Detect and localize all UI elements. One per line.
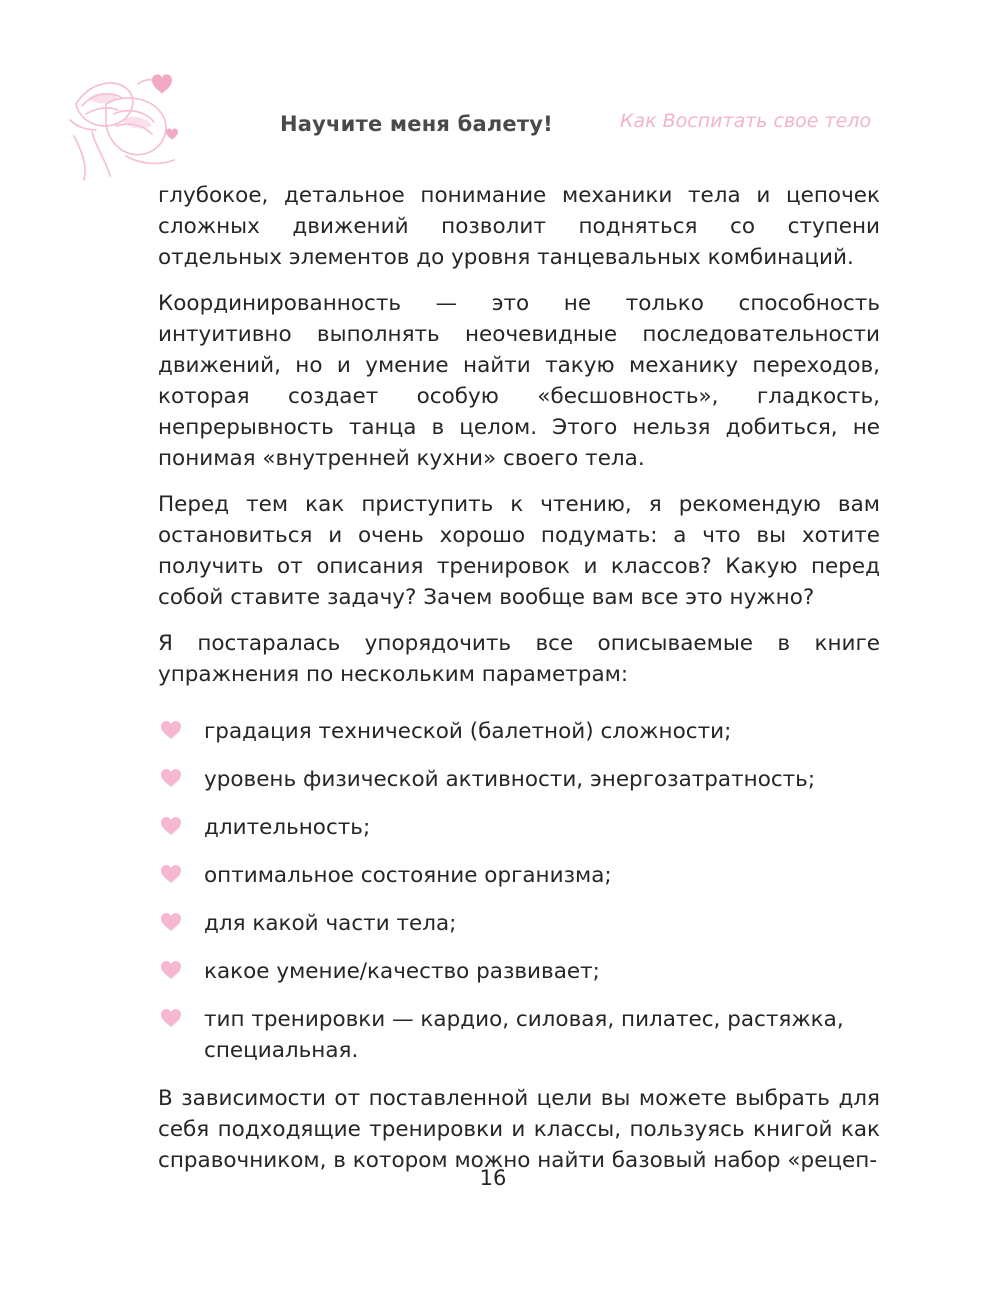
page-number: 16 (479, 1166, 507, 1190)
heart-icon (160, 768, 182, 788)
paragraph: Перед тем как приступить к чтению, я рекомендую вам остановиться и очень хорошо подумать: а что вы хотите получить от описания тренировок и классов? Какую перед собой ставите задачу? Зачем вообще вам все это нужно? (158, 492, 880, 610)
list-item (158, 908, 880, 939)
list-item (158, 1004, 880, 1066)
list-item (158, 716, 880, 747)
list-item-text: для какой части тела; (204, 911, 457, 936)
running-header-subtitle: Как Воспитать свое тело (620, 110, 872, 132)
heart-icon (160, 864, 182, 884)
running-header-title: Научите меня балету! (280, 112, 553, 136)
heart-icon (160, 960, 182, 980)
list-item (158, 812, 880, 843)
heart-icon (160, 816, 182, 836)
parameter-list (158, 716, 880, 1066)
heart-icon (160, 1008, 182, 1028)
ballet-shoes-illustration (66, 64, 182, 186)
list-item-text: уровень физической активности, энергозатратность; (204, 767, 816, 792)
list-item-text: тип тренировки — кардио, силовая, пилатес, растяжка, специальная. (204, 1007, 844, 1063)
list-item (158, 956, 880, 987)
heart-icon (160, 720, 182, 740)
list-item-text: оптимальное состояние организма; (204, 863, 612, 888)
list-item-text: длительность; (204, 815, 371, 840)
paragraph: глубокое, детальное понимание механики тела и цепочек сложных движений позволит подняться со ступени отдельных элементов до уровня танцевальных комбинаций. (158, 183, 880, 270)
paragraph: Координированность — это не только способность интуитивно выполнять неочевидные последовательности движений, но и умение найти такую механику переходов, которая создает особую «бесшовность», гладкость, непрерывность танца в целом. Этого нельзя добиться, не понимая «внутренней кухни» своего тела. (158, 291, 880, 471)
page-body (158, 180, 880, 1191)
heart-icon (160, 912, 182, 932)
list-item-text: градация технической (балетной) сложности; (204, 719, 732, 744)
list-item (158, 764, 880, 795)
list-item (158, 860, 880, 891)
paragraph: Я постаралась упорядочить все описываемые в книге упражнения по нескольким параметрам: (158, 631, 880, 687)
list-item-text: какое умение/качество развивает; (204, 959, 600, 984)
closing-paragraph: В зависимости от поставленной цели вы можете выбрать для себя подходящие тренировки и классы, пользуясь книгой как справочником, в котором можно найти базовый набор «рецеп- (158, 1086, 880, 1173)
